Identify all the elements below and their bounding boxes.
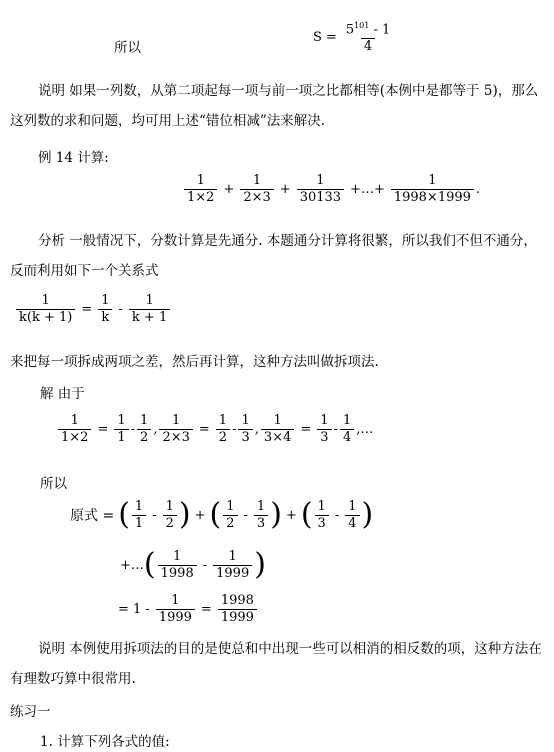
frac	[315, 500, 329, 530]
example-14-heading: 例 14 计算:	[38, 150, 109, 166]
den: 1998×1999	[391, 189, 474, 205]
num: 1	[171, 593, 180, 608]
num: 1	[165, 499, 174, 514]
den: 4	[340, 429, 354, 445]
frac	[340, 414, 354, 444]
minus-one: - 1	[369, 22, 391, 38]
original-label: 原式 =	[70, 508, 115, 525]
num: 1	[241, 413, 250, 428]
frac	[223, 500, 237, 530]
frac	[163, 500, 177, 530]
num: 1	[145, 293, 154, 308]
period: .	[475, 181, 481, 197]
num: 1	[428, 173, 437, 188]
identity-lhs	[16, 294, 75, 324]
suoyi-label: 所以	[40, 476, 67, 492]
frac	[114, 414, 128, 444]
comma: ,	[254, 421, 259, 437]
minus: -	[202, 557, 208, 573]
term-1	[184, 174, 217, 204]
num: 1	[41, 293, 50, 308]
equals: =	[97, 421, 109, 437]
ellipsis: +…+	[350, 181, 385, 197]
paren: (	[118, 497, 130, 533]
den: 30133	[297, 189, 344, 205]
den: 1×2	[184, 189, 217, 205]
num: 1	[342, 413, 352, 428]
frac-1x2	[58, 414, 91, 444]
frac	[238, 414, 252, 444]
term-2	[240, 174, 273, 204]
den: 1	[132, 515, 146, 531]
analysis-paragraph: 分析 一般情况下，分数计算是先通分. 本题通分计算将很繁，所以我们不但不通分，反而利用如下一个关系式	[10, 233, 537, 279]
term-last	[391, 174, 474, 204]
plus: +	[223, 181, 235, 197]
num: 1	[252, 173, 262, 188]
solution-heading: 解 由于	[40, 386, 85, 402]
equals-sign: =	[325, 30, 337, 46]
num: 1	[273, 413, 282, 428]
num: 1	[317, 499, 326, 514]
paren: (	[143, 547, 156, 583]
identity-term-b	[129, 294, 170, 324]
paren: )	[361, 497, 374, 533]
suoyi-label-top: 所以	[114, 40, 141, 56]
equals-one-minus: = 1 -	[118, 601, 150, 617]
num: 1	[117, 413, 126, 428]
frac	[254, 500, 268, 530]
den: 3×4	[261, 429, 294, 445]
den: 2	[137, 429, 151, 445]
den: 3	[315, 515, 329, 531]
minus: -	[118, 301, 123, 317]
plus: +	[194, 507, 206, 523]
exercise-title: 练习一	[10, 704, 51, 720]
num: 1	[228, 549, 237, 564]
num: 1	[172, 413, 181, 428]
s-symbol: S	[313, 30, 322, 46]
num: 1	[173, 549, 182, 564]
frac	[158, 550, 197, 580]
plus: +	[285, 507, 297, 523]
den: 2	[163, 515, 177, 531]
frac	[216, 414, 230, 444]
num: 1	[226, 499, 235, 514]
den: 4	[345, 515, 359, 531]
den: 1998	[158, 565, 197, 581]
ellipsis: ,…	[356, 421, 374, 437]
paren: )	[254, 547, 266, 583]
original-line-1	[70, 497, 374, 533]
minus: -	[152, 507, 157, 523]
original-line-2	[120, 547, 266, 583]
paren: (	[300, 497, 313, 533]
minus: -	[333, 421, 338, 437]
original-line-3	[118, 594, 259, 624]
paren: (	[209, 497, 222, 533]
ellipsis: +…	[120, 557, 144, 573]
den: 1999	[213, 565, 252, 581]
den: 2×3	[240, 189, 273, 205]
num: 1	[320, 413, 329, 428]
identity-formula	[14, 294, 172, 324]
den: k	[98, 309, 112, 325]
frac	[317, 414, 331, 444]
s-fraction	[343, 22, 394, 54]
plus: +	[279, 181, 291, 197]
equals: =	[198, 421, 210, 437]
method-sentence: 来把每一项拆成两项之差，然后再计算，这种方法叫做拆项法.	[10, 354, 379, 370]
minus: -	[243, 507, 248, 523]
num: 1	[256, 499, 266, 514]
frac	[132, 500, 146, 530]
num: 1	[140, 413, 149, 428]
equals: =	[200, 601, 212, 617]
den: 1999	[156, 609, 195, 625]
den: 3	[238, 429, 252, 445]
frac	[156, 594, 195, 624]
num: 1	[70, 413, 79, 428]
exponent: 101	[354, 21, 370, 30]
term-3	[297, 174, 344, 204]
minus: -	[334, 507, 340, 523]
num: 1	[196, 173, 205, 188]
minus: -	[232, 421, 237, 437]
den: 1×2	[58, 429, 91, 445]
note-paragraph-1: 说明 如果一列数，从第二项起每一项与前一项之比都相等(本例中是都等于 5)，那么这列数的求和问题，均可用上述“错位相减”法来解决.	[10, 83, 539, 129]
den: k(k + 1)	[16, 309, 75, 325]
minus: -	[130, 421, 136, 437]
exercise-item-1: 1. 计算下列各式的值:	[40, 734, 170, 750]
note-paragraph-2: 说明 本例使用拆项法的目的是使总和中出现一些可以相消的相反数的项，这种方法在有理数巧算中很常用.	[10, 641, 542, 687]
num: 1	[316, 173, 325, 188]
frac	[137, 414, 151, 444]
frac	[345, 500, 359, 530]
frac	[213, 550, 252, 580]
den: 3	[317, 429, 331, 445]
sum-expression	[182, 174, 480, 204]
num: 1	[348, 499, 357, 514]
decomposition-line	[56, 414, 373, 444]
comma: ,	[153, 421, 158, 437]
num: 1	[101, 293, 110, 308]
base: 5	[345, 22, 355, 38]
frac-2x3	[159, 414, 192, 444]
frac-3x4	[261, 414, 294, 444]
equals: =	[81, 301, 93, 317]
s-numerator	[343, 22, 394, 38]
den: k + 1	[129, 309, 170, 325]
den: 1999	[218, 609, 257, 625]
den: 2	[223, 515, 237, 531]
den: 1	[114, 429, 128, 445]
result-fraction	[218, 594, 257, 624]
den: 2	[216, 429, 230, 445]
identity-term-a	[98, 294, 112, 324]
den: 2×3	[159, 429, 192, 445]
s-denominator: 4	[361, 38, 375, 54]
paren: )	[270, 497, 282, 533]
s-formula	[313, 22, 395, 54]
num: 1	[134, 499, 144, 514]
num: 1	[218, 413, 228, 428]
num: 1998	[220, 593, 254, 608]
den: 3	[254, 515, 268, 531]
paren: )	[178, 497, 191, 533]
equals: =	[300, 421, 312, 437]
